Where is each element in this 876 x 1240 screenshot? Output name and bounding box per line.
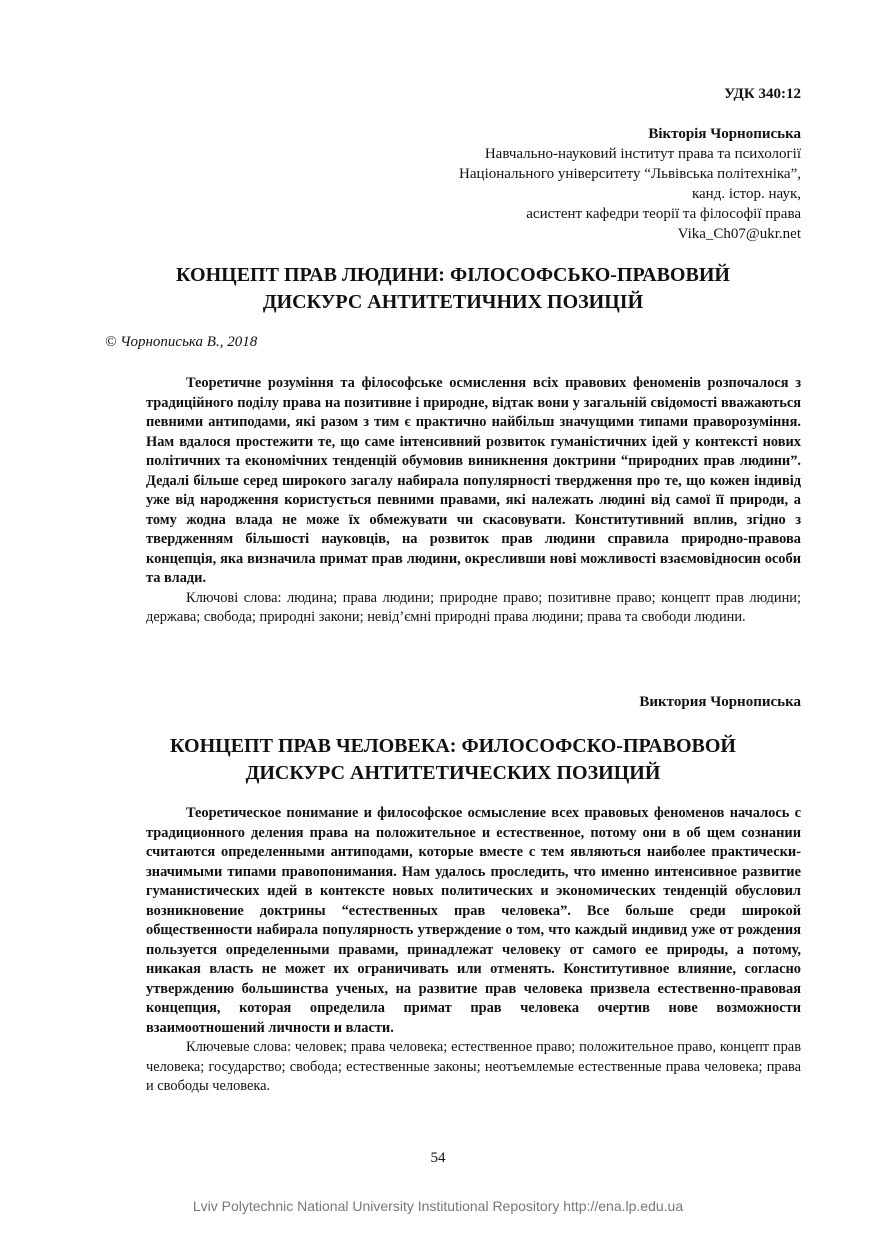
abstract-ru: Теоретическое понимание и философское осмысление всех правовых феноменов началось с традиционного деления права на положительное и естественное, потому они в об щем сознании считаются определенными антиподами, которые вместе с тем являються наиболее практически-значимыми типами правопонимания. Нам удалось проследить, что именно интенсивное развитие гуманистических идей в контексте новых политических и экономических тенденцій обусловил возникновение доктрины “естественных прав человека”. Все больше среди широкой общественности набирала популярность утверждение о том, что каждый индивид уже от рождения пользуется определенными правами, принадлежат человеку от самого ее природы, а потому, никакая власть не может их ограничивать или отменять. Конститутивное влияние, согласно утверждению большинства ученых, на развитие прав человека призвела естественно-правовая концепция, которая определила примат прав человека очертив нове возможности взаимоотношений личности и власти. [146, 805, 801, 1036]
title-ua-line1: КОНЦЕПТ ПРАВ ЛЮДИНИ: ФІЛОСОФСЬКО-ПРАВОВИЙ [176, 264, 730, 286]
author-affiliation-ua [459, 124, 801, 244]
page-number: 54 [430, 1150, 446, 1166]
affiliation-line: канд. істор. наук, [691, 186, 801, 202]
title-ua [100, 262, 806, 316]
title-ua-line2: ДИСКУРС АНТИТЕТИЧНИХ ПОЗИЦІЙ [262, 291, 644, 313]
title-ru-line2: ДИСКУРС АНТИТЕТИЧЕСКИХ ПОЗИЦИЙ [245, 762, 661, 784]
udk-code: УДК 340:12 [724, 86, 801, 102]
affiliation-line: асистент кафедри теорії та філософії права [526, 206, 801, 222]
keywords-ru: Ключевые слова: человек; права человека; естественное право; положительное право, концепт прав человека; государство; свобода; естественные законы; неотъемлемые естественные права человека; права и свободы человека. [146, 1039, 801, 1094]
author-email: Vika_Ch07@ukr.net [677, 226, 801, 242]
copyright: © Чорнописька В., 2018 [105, 334, 258, 350]
keywords-ua: Ключові слова: людина; права людини; природне право; позитивне право; концепт прав людини; держава; свобода; природні закони; невід’ємні природні права людини; права та свободи людини. [146, 589, 801, 625]
abstract-ru-block [146, 804, 801, 1097]
author-name-ru: Виктория Чорнописька [639, 694, 801, 710]
affiliation-line: Національного університету “Львівська політехніка”, [459, 166, 801, 182]
title-ru-line1: КОНЦЕПТ ПРАВ ЧЕЛОВЕКА: ФИЛОСОФСКО-ПРАВОВОЙ [170, 735, 736, 757]
abstract-ua-block [146, 374, 801, 628]
abstract-ua: Теоретичне розуміння та філософське осмислення всіх правових феноменів розпочалося з традиційного поділу права на позитивне і природне, відтак вони у загальній свідомості вважаються певними антиподами, які разом з тим є практично найбільш значущими типами праворозуміння. Нам вдалося простежити те, що саме інтенсивний розвиток гуманістичних ідей у контексті нових політичних та економічних тенденцій обумовив виникнення доктрини “природних прав людини”. Дедалі більше серед широкого загалу набирала популярності твердження про те, що кожен індивід уже від народження користується певними правами, які належать людині від самої її природи, а тому жодна влада не може їх обмежувати чи скасовувати. Конститутивний вплив, згідно з твердженням більшості науковців, на розвиток прав людини справила природно-правова концепція, яка визначила примат прав людини, окресливши нові можливості взаємовідносин особи та влади. [146, 375, 801, 586]
affiliation-line: Навчально-науковий інститут права та психології [484, 146, 801, 162]
repository-footer: Lviv Polytechnic National University Institutional Repository http://ena.lp.edu.ua [192, 1198, 684, 1214]
title-ru [100, 733, 806, 787]
author-name-ua: Вікторія Чорнописька [648, 126, 801, 142]
